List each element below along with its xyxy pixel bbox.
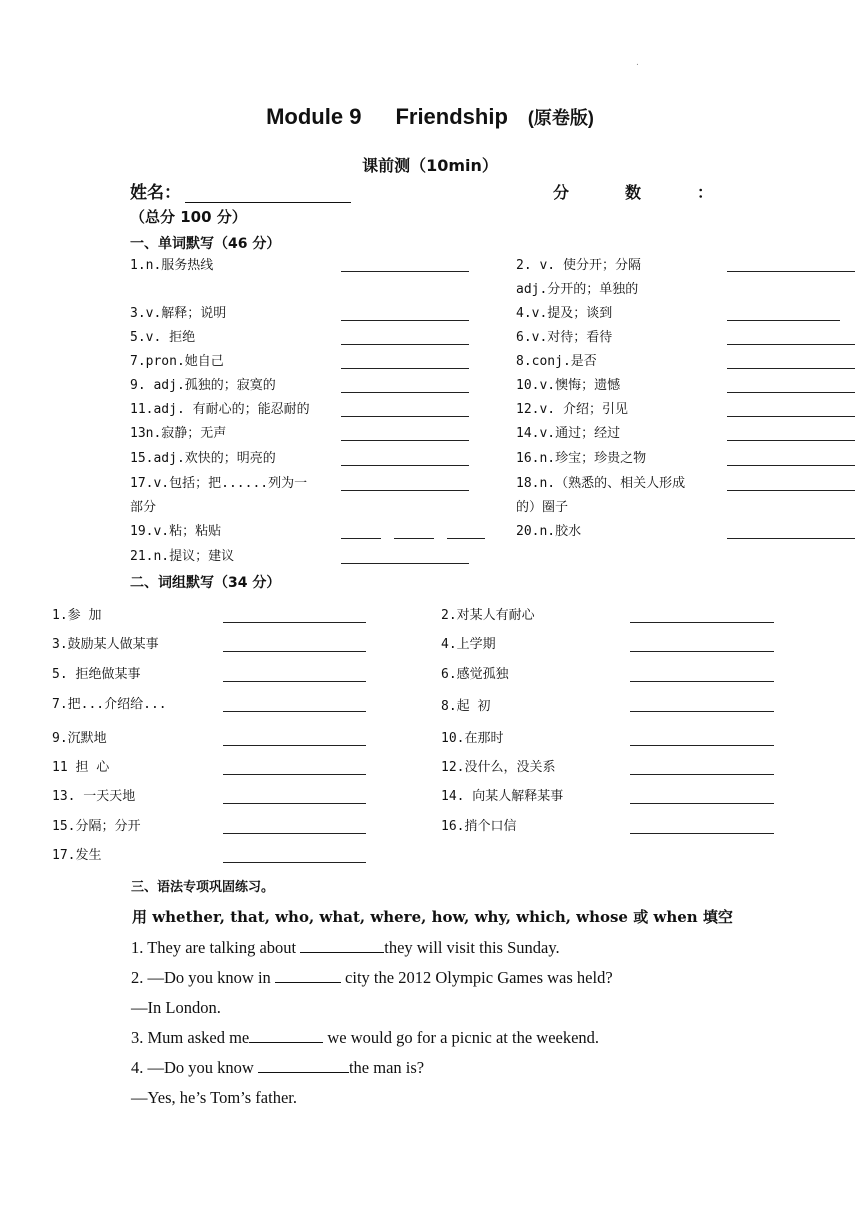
answer-blank[interactable] xyxy=(630,681,774,682)
phrase-item: 2.对某人有耐心 xyxy=(441,608,535,623)
answer-blank[interactable] xyxy=(630,745,774,746)
question-4 xyxy=(131,1058,424,1078)
answer-blank[interactable] xyxy=(341,440,469,441)
word-item: 12.v. 介绍；引见 xyxy=(516,402,628,417)
word-item: 19.v.粘；粘贴 xyxy=(130,524,222,539)
answer-blank[interactable] xyxy=(223,711,366,712)
name-label: 姓名： xyxy=(130,183,181,203)
answer-blank[interactable] xyxy=(223,622,366,623)
answer-blank[interactable] xyxy=(258,1058,349,1073)
phrase-item: 7.把...介绍给... xyxy=(52,697,167,712)
answer-blank[interactable] xyxy=(727,465,855,466)
answer-blank[interactable] xyxy=(727,344,855,345)
question-text: they will visit this Sunday. xyxy=(384,938,560,957)
phrase-item: 5. 拒绝做某事 xyxy=(52,667,141,682)
question-text: the man is? xyxy=(348,1058,425,1077)
section2-heading: 二、词组默写（34 分） xyxy=(130,575,281,591)
answer-blank[interactable] xyxy=(341,490,469,491)
page-dot: . xyxy=(636,58,639,68)
answer-blank[interactable] xyxy=(630,774,774,775)
answer-blank[interactable] xyxy=(727,392,855,393)
name-blank[interactable] xyxy=(185,184,351,203)
word-item: 3.v.解释；说明 xyxy=(130,306,227,321)
word-item: 21.n.提议；建议 xyxy=(130,549,235,564)
answer-blank[interactable] xyxy=(300,938,384,953)
question-1 xyxy=(131,938,560,958)
score-label: 分数： xyxy=(553,183,770,202)
answer-blank[interactable] xyxy=(727,320,840,321)
word-item: 16.n.珍宝；珍贵之物 xyxy=(516,451,647,466)
answer-blank[interactable] xyxy=(630,833,774,834)
answer-blank[interactable] xyxy=(630,803,774,804)
phrase-item: 4.上学期 xyxy=(441,637,496,652)
title-tag: (原卷版) xyxy=(527,108,594,128)
question-text: we would go for a picnic at the weekend. xyxy=(323,1028,600,1047)
answer-blank[interactable] xyxy=(727,440,855,441)
answer-blank[interactable] xyxy=(727,271,855,272)
phrase-item: 10.在那时 xyxy=(441,731,504,746)
word-item: 2. v. 使分开；分隔 xyxy=(516,258,641,273)
phrase-item: 8.起 初 xyxy=(441,699,491,714)
word-item: 14.v.通过；经过 xyxy=(516,426,621,441)
answer-line-4: —Yes, he’s Tom’s father. xyxy=(131,1088,297,1107)
phrase-item: 6.感觉孤独 xyxy=(441,667,509,682)
word-item: 11.adj. 有耐心的；能忍耐的 xyxy=(130,402,310,417)
section1-heading: 一、单词默写（46 分） xyxy=(130,236,281,252)
word-item: 部分 xyxy=(130,500,157,515)
answer-blank[interactable] xyxy=(447,538,485,539)
question-2 xyxy=(131,968,613,988)
answer-blank[interactable] xyxy=(223,774,366,775)
question-text: city the 2012 Olympic Games was held? xyxy=(340,968,613,987)
answer-blank[interactable] xyxy=(727,490,855,491)
name-row xyxy=(130,178,351,203)
question-text: 4. —Do you know xyxy=(131,1058,258,1077)
answer-blank[interactable] xyxy=(630,651,774,652)
answer-blank[interactable] xyxy=(275,968,341,983)
question-text: 3. Mum asked me xyxy=(131,1028,250,1047)
word-item: 10.v.懊悔；遗憾 xyxy=(516,378,621,393)
page-title xyxy=(0,104,860,130)
word-item: 15.adj.欢快的；明亮的 xyxy=(130,451,276,466)
grammar-instruction: 用 whether, that, who, what, where, how, why, which, whose 或 when 填空 xyxy=(132,908,733,926)
word-item: 17.v.包括；把......列为一 xyxy=(130,476,308,491)
answer-blank[interactable] xyxy=(223,803,366,804)
question-text: 1. They are talking about xyxy=(131,938,301,957)
word-item: 4.v.提及；谈到 xyxy=(516,306,613,321)
answer-blank[interactable] xyxy=(341,344,469,345)
phrase-item: 12.没什么，没关系 xyxy=(441,760,556,775)
word-item: 5.v. 拒绝 xyxy=(130,330,196,345)
word-item: 1.n.服务热线 xyxy=(130,258,214,273)
answer-blank[interactable] xyxy=(341,392,469,393)
phrase-item: 15.分隔；分开 xyxy=(52,819,141,834)
answer-blank[interactable] xyxy=(341,563,469,564)
answer-blank[interactable] xyxy=(341,416,469,417)
answer-blank[interactable] xyxy=(341,465,469,466)
phrase-item: 16.捎个口信 xyxy=(441,819,517,834)
word-item: 20.n.胶水 xyxy=(516,524,582,539)
answer-blank[interactable] xyxy=(727,368,855,369)
word-item: 8.conj.是否 xyxy=(516,354,597,369)
answer-blank[interactable] xyxy=(394,538,434,539)
phrase-item: 3.鼓励某人做某事 xyxy=(52,637,159,652)
answer-blank[interactable] xyxy=(727,538,855,539)
answer-blank[interactable] xyxy=(630,711,774,712)
answer-blank[interactable] xyxy=(223,862,366,863)
question-3 xyxy=(131,1028,599,1048)
phrase-item: 13. 一天天地 xyxy=(52,789,136,804)
word-item: adj.分开的；单独的 xyxy=(516,282,639,297)
phrase-item: 11 担 心 xyxy=(52,760,110,775)
word-item: 13n.寂静；无声 xyxy=(130,426,227,441)
answer-line-2: —In London. xyxy=(131,998,221,1017)
title-unit: Friendship xyxy=(395,104,508,129)
answer-blank[interactable] xyxy=(727,416,855,417)
answer-blank[interactable] xyxy=(341,320,469,321)
answer-blank[interactable] xyxy=(249,1028,323,1043)
page-subtitle: 课前测（10min） xyxy=(362,156,498,175)
title-module: Module 9 xyxy=(266,104,362,129)
answer-blank[interactable] xyxy=(341,368,469,369)
total-score: （总分 100 分） xyxy=(130,208,247,226)
phrase-item: 14. 向某人解释某事 xyxy=(441,789,564,804)
word-item: 的）圈子 xyxy=(516,500,569,515)
answer-blank[interactable] xyxy=(341,271,469,272)
word-item: 7.pron.她自己 xyxy=(130,354,224,369)
phrase-item: 9.沉默地 xyxy=(52,731,107,746)
phrase-item: 17.发生 xyxy=(52,848,102,863)
phrase-item: 1.参 加 xyxy=(52,608,102,623)
word-item: 6.v.对待；看待 xyxy=(516,330,613,345)
answer-blank[interactable] xyxy=(223,745,366,746)
answer-blank[interactable] xyxy=(223,681,366,682)
answer-blank[interactable] xyxy=(341,538,381,539)
section3-heading: 三、语法专项巩固练习。 xyxy=(131,880,275,895)
answer-blank[interactable] xyxy=(630,622,774,623)
question-text: 2. —Do you know in xyxy=(131,968,275,987)
answer-blank[interactable] xyxy=(223,651,366,652)
word-item: 18.n.（熟悉的、相关人形成 xyxy=(516,476,686,491)
answer-blank[interactable] xyxy=(223,833,366,834)
word-item: 9. adj.孤独的；寂寞的 xyxy=(130,378,276,393)
